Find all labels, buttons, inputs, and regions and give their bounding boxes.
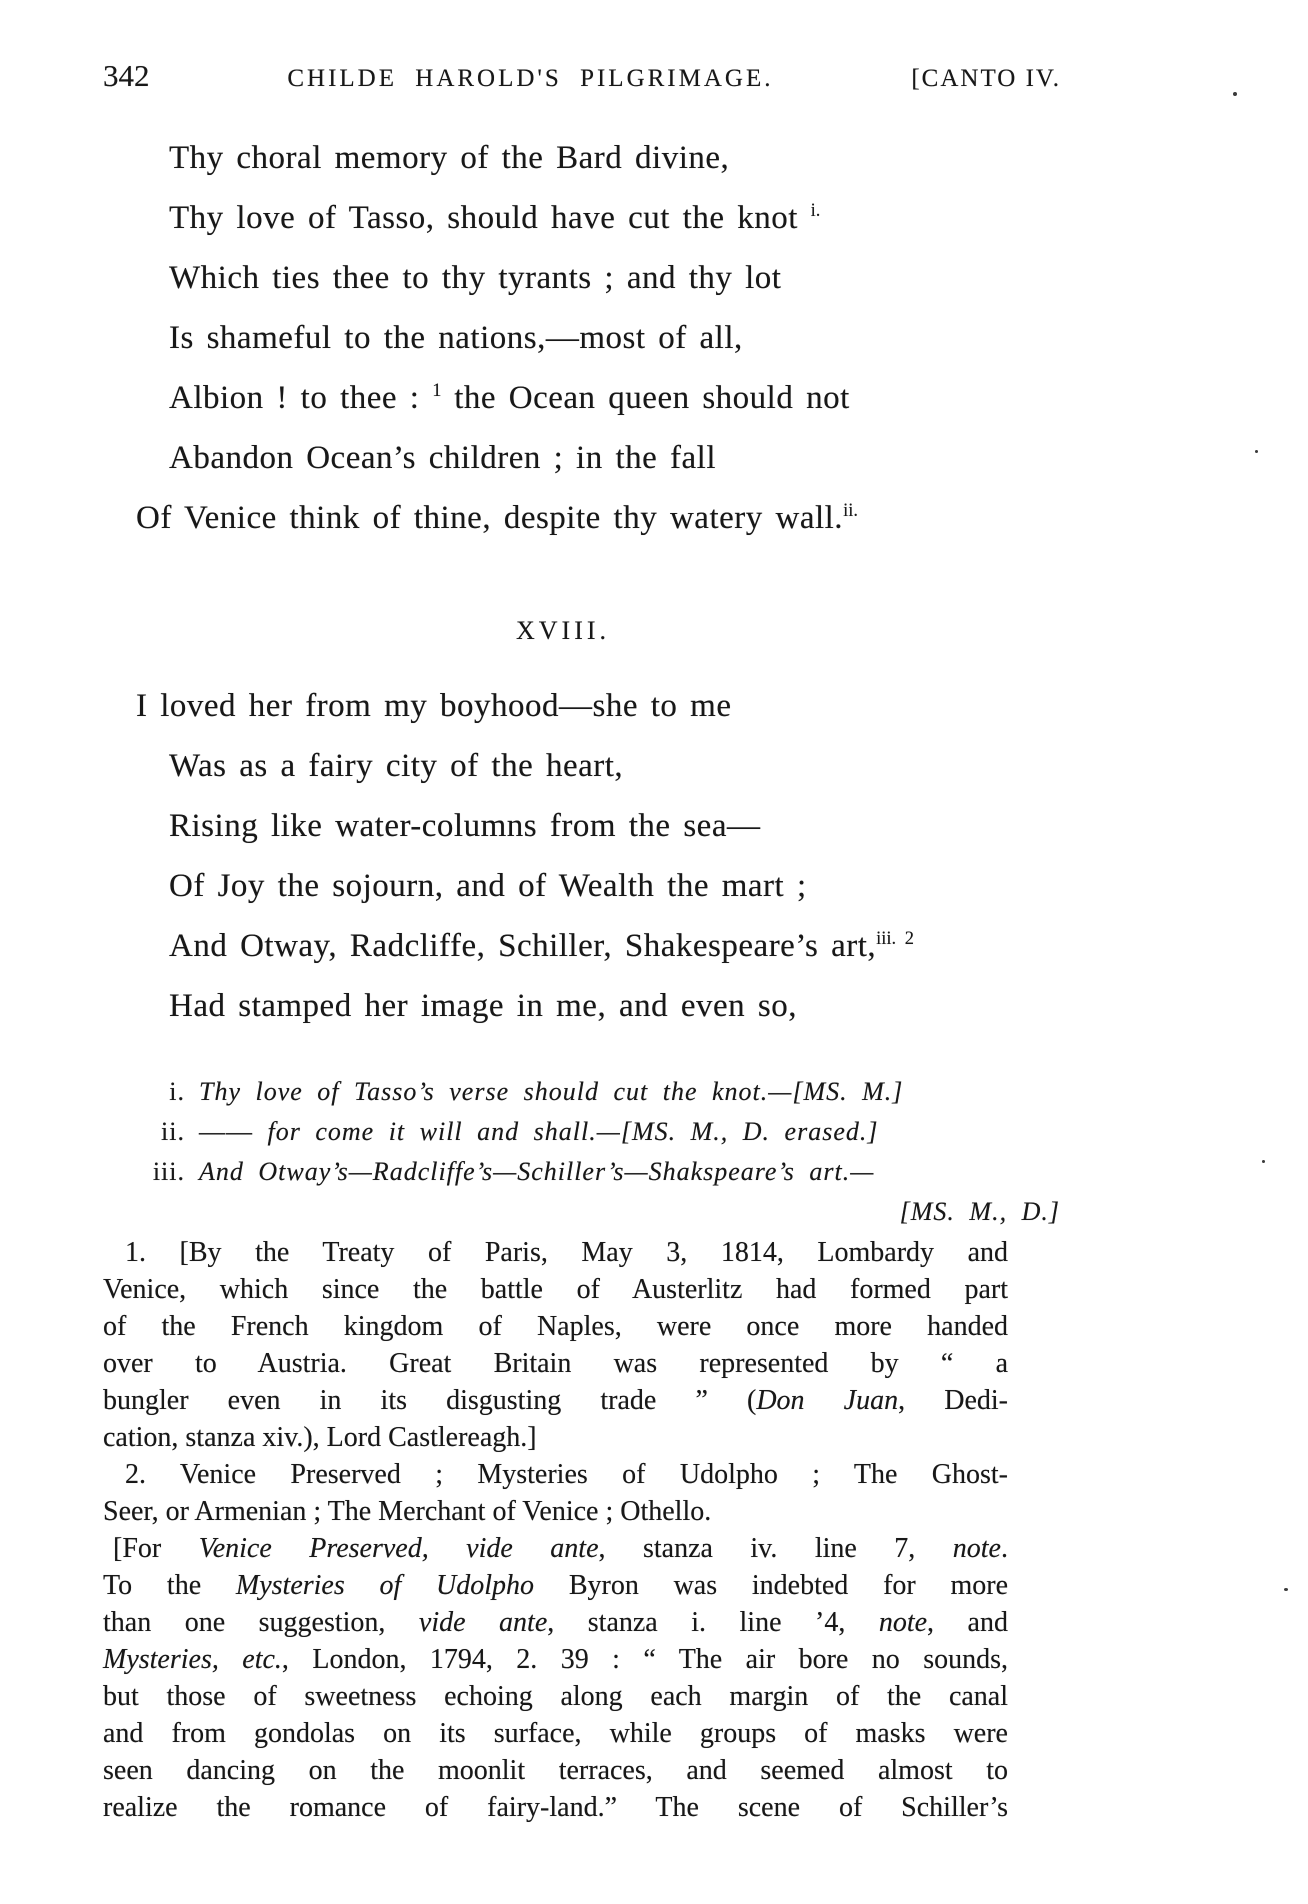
- verse-text: I loved her from my boyhood—she to me: [136, 688, 732, 724]
- note-line: cation, stanza xiv.), Lord Castlereagh.]: [103, 1422, 537, 1453]
- note-line: and from gondolas on its surface, while groups of masks were: [103, 1718, 1008, 1749]
- scan-speck: [1255, 450, 1258, 453]
- stanza-xvii: [103, 128, 1103, 548]
- verse-text-after: the Ocean queen should not: [441, 380, 850, 416]
- scan-speck: [1233, 92, 1237, 96]
- note-line: but those of sweetness echoing along each margin of the canal: [103, 1681, 1008, 1712]
- editor-notes: [103, 1234, 1008, 1826]
- variant-note-text: And Otway’s—Radcliffe’s—Schiller’s—Shakspeare’s art.—: [199, 1157, 875, 1186]
- note-line: Venice, which since the battle of Austerlitz had formed part: [103, 1274, 1008, 1305]
- verse-text: Abandon Ocean’s children ; in the fall: [169, 440, 717, 476]
- note-line: To the Mysteries of Udolpho Byron was indebted for more: [103, 1570, 1009, 1601]
- verse-text: Of Joy the sojourn, and of Wealth the mart ;: [169, 868, 807, 904]
- note-line: realize the romance of fairy-land.” The scene of Schiller’s: [103, 1792, 1008, 1823]
- variant-note-attribution: [MS. M., D.]: [899, 1197, 1060, 1226]
- verse-line: [169, 128, 1103, 188]
- verse-text: Rising like water-columns from the sea—: [169, 808, 761, 844]
- verse-text: Had stamped her image in me, and even so,: [169, 988, 797, 1024]
- note-line: Seer, or Armenian ; The Merchant of Venice ; Othello.: [103, 1496, 712, 1527]
- note-line: [For Venice Preserved, vide ante, stanza iv. line 7, note.: [113, 1533, 1008, 1564]
- verse-line: [169, 308, 1103, 368]
- verse-line: [169, 796, 1103, 856]
- verse-text: Albion ! to thee :: [169, 380, 433, 416]
- verse-line: [169, 976, 1103, 1036]
- variant-note-text: —— for come it will and shall.—[MS. M., D. erased.]: [199, 1117, 879, 1146]
- verse-line: [169, 248, 1103, 308]
- verse-line: [169, 856, 1103, 916]
- note-line: Mysteries, etc., London, 1794, 2. 39 : “ The air bore no sounds,: [103, 1644, 1008, 1675]
- verse-line: [169, 916, 1103, 976]
- note-line: 2. Venice Preserved ; Mysteries of Udolpho ; The Ghost-: [125, 1459, 1008, 1490]
- running-title: CHILDE HAROLD'S PILGRIMAGE.: [287, 65, 774, 92]
- footnote-ref: i.: [810, 200, 821, 220]
- verse-text: Thy choral memory of the Bard divine,: [169, 140, 730, 176]
- verse-line: [136, 676, 1103, 736]
- verse-line: [136, 488, 1103, 548]
- variant-note-text: Thy love of Tasso’s verse should cut the knot.—[MS. M.]: [199, 1077, 904, 1106]
- variant-note: [103, 1072, 1060, 1112]
- verse-text: Which ties thee to thy tyrants ; and thy lot: [169, 260, 782, 296]
- note-line: over to Austria. Great Britain was represented by “ a: [103, 1348, 1008, 1379]
- scan-speck: [1262, 1160, 1265, 1163]
- footnote-ref: 1: [432, 380, 442, 400]
- variant-note: [103, 1112, 1060, 1152]
- note-line: seen dancing on the moonlit terraces, and seemed almost to: [103, 1755, 1008, 1786]
- stanza-xviii: [103, 676, 1103, 1036]
- variant-note: [103, 1152, 1060, 1192]
- note-line: of the French kingdom of Naples, were once more handed: [103, 1311, 1008, 1342]
- note-line: than one suggestion, vide ante, stanza i. line ’4, note, and: [103, 1607, 1008, 1638]
- stanza-heading: XVIII.: [515, 616, 611, 645]
- verse-line: [169, 188, 1103, 248]
- canto-label: [CANTO IV.: [911, 65, 1061, 92]
- note-line: 1. [By the Treaty of Paris, May 3, 1814, Lombardy and: [125, 1237, 1008, 1268]
- verse-text: Thy love of Tasso, should have cut the knot: [169, 200, 811, 236]
- verse-line: [169, 368, 1103, 428]
- variant-note-label: i.: [169, 1077, 185, 1106]
- page-number: 342: [103, 58, 150, 93]
- note-line: bungler even in its disgusting trade ” (Don Juan, Dedi-: [103, 1385, 1008, 1416]
- verse-text: And Otway, Radcliffe, Schiller, Shakespeare’s art,: [169, 928, 877, 964]
- verse-line: [169, 736, 1103, 796]
- scan-speck: [1284, 1588, 1288, 1591]
- verse-text: Was as a fairy city of the heart,: [169, 748, 624, 784]
- footnote-ref: ii.: [843, 500, 858, 520]
- variant-note-label: iii.: [152, 1157, 185, 1186]
- page-header: [103, 58, 1061, 94]
- verse-line: [169, 428, 1103, 488]
- variant-note-label: ii.: [161, 1117, 185, 1146]
- verse-text: Of Venice think of thine, despite thy watery wall.: [136, 500, 844, 536]
- verse-text: Is shameful to the nations,—most of all,: [169, 320, 743, 356]
- variant-notes: [103, 1072, 1060, 1232]
- footnote-ref: iii. 2: [876, 928, 915, 948]
